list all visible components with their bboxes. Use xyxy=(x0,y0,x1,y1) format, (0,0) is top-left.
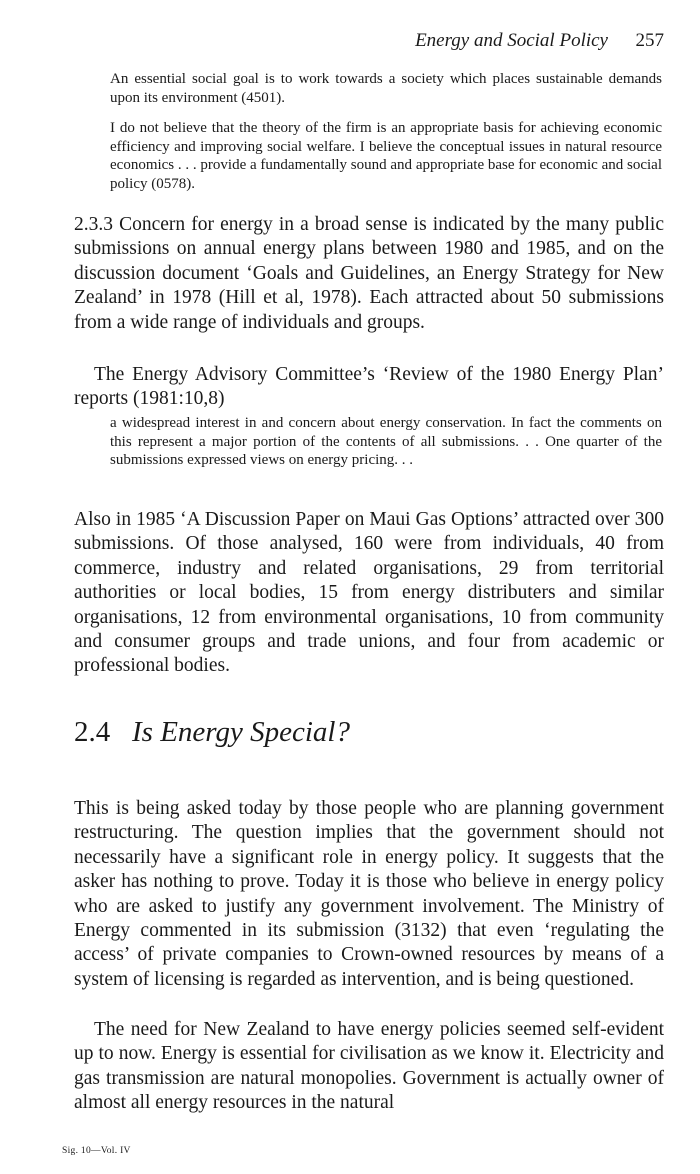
block-quote-1: An essential social goal is to work towards a society which places sustainable demands upon its environment (4501). xyxy=(110,71,662,106)
paragraph-review: The Energy Advisory Committee’s ‘Review of the 1980 Energy Plan’ reports (1981:10,8) xyxy=(74,364,664,410)
paragraph-is-energy-special: This is being asked today by those people who are planning government restructuring. The question implies that the government should not necessarily have a significant role in energy policy. It suggests that the asker has nothing to prove. Today it is those who believe in energy policy who are asked to justify any government involvement. The Ministry of Energy commented in its submission (3132) that even ‘regulating the access’ of private companies to Crown-owned resources by means of a system of licensing is regarded as intervention, and is being questioned. xyxy=(74,798,664,990)
section-heading xyxy=(74,716,350,749)
block-quote-3: a widespread interest in and concern about energy conservation. In fact the comments on this represent a major portion of the contents of all submissions. . . One quarter of the submissions expressed views on energy pricing. . . xyxy=(110,415,662,468)
running-title: Energy and Social Policy xyxy=(415,30,608,51)
paragraph-energy-policies: The need for New Zealand to have energy policies seemed self-evident up to now. Energy is essential for civilisation as we know it. Electricity and gas transmission are natural monopolies. Government is actually owner of almost all energy resources in the natural xyxy=(74,1019,664,1114)
section-title: Is Energy Special? xyxy=(132,716,350,748)
signature-mark: Sig. 10—Vol. IV xyxy=(62,1146,131,1156)
running-header xyxy=(74,30,664,56)
paragraph-maui-gas: Also in 1985 ‘A Discussion Paper on Maui Gas Options’ attracted over 300 submissions. Of those analysed, 160 were from individuals, 40 from commerce, industry and related organisations, 29 from territorial authorities or local bodies, 15 from energy distributers and similar organisations, 12 from environmental organisations, 10 from community and consumer groups and trade unions, and four from academic or professional bodies. xyxy=(74,509,664,677)
page-number: 257 xyxy=(635,30,664,51)
section-number: 2.4 xyxy=(74,716,111,748)
paragraph-2-3-3: 2.3.3 Concern for energy in a broad sense is indicated by the many public submissions on annual energy plans between 1980 and 1985, and on the discussion document ‘Goals and Guidelines, an Energy Strategy for New Zealand’ in 1978 (Hill et al, 1978). Each attracted about 50 submissions from a wide range of individuals and groups. xyxy=(74,214,664,333)
block-quote-2: I do not believe that the theory of the firm is an appropriate basis for achieving economic efficiency and improving social welfare. I believe the conceptual issues in natural resource economics . . . provide a fundamentally sound and appropriate base for economic and social policy (0578). xyxy=(110,120,662,192)
